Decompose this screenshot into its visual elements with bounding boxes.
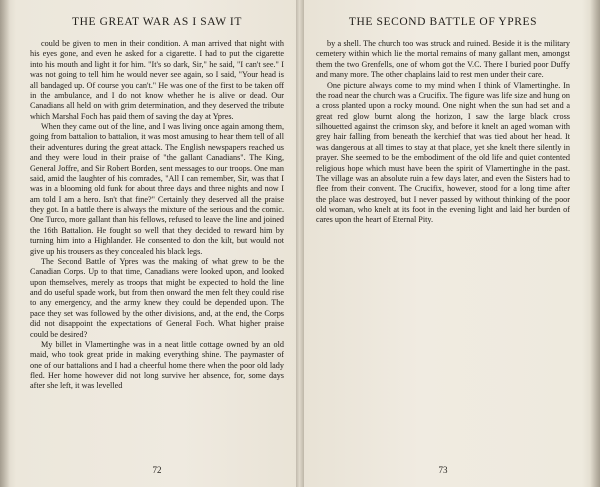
left-page-number: 72: [152, 465, 162, 475]
paragraph: My billet in Vlamertinghe was in a neat little cottage owned by an old maid, who took great pride in making everything shine. The paymaster of one of our battalions and I had a cheerful home there when the poor old lady fled. Her home however did not long survive her absence, for, some days after she left, it was levelled: [30, 339, 284, 391]
paragraph: When they came out of the line, and I was living once again among them, going from battalion to battalion, it was most amusing to hear them tell of all their adventures during the great attack. The English newspapers reached us and they were loud in their praise of "the gallant Canadians". The King, General Joffre, and Sir Robert Borden, sent messages to our troops. One man said, amid the laughter of his comrades, "All I can remember, Sir, was that I was in a blooming old funk for about three days and three nights and now I am told I am a hero. Isn't that fine?" Certainly they deserved all the praise they got. In a battle there is always the mixture of the serious and the comic. One Turco, more gallant than his fellows, refused to leave the line and joined the 16th Battalion. He fought so well that they decided to reward him by turning him into a Highlander. He consented to don the kilt, but would not give up his trousers as they concealed his black legs.: [30, 122, 284, 256]
right-running-head: THE SECOND BATTLE OF YPRES: [348, 16, 538, 28]
left-page-edge-shadow: [0, 0, 10, 487]
paragraph: by a shell. The church too was struck and ruined. Beside it is the military cemetery within which lie the mortal remains of many gallant men, amongst them the two Grenfells, one of whom got the V.C. There I buried poor Duffy and many more. The other chaplains laid to rest men under their care.: [316, 39, 570, 80]
paragraph: The Second Battle of Ypres was the making of what grew to be the Canadian Corps. Up to that time, Canadians were looked upon, and looked upon themselves, merely as troops that might be expected to hold the line and do useful spade work, but from then onward the men felt they could rise to any emergency, and the army knew they could be depended upon. The pace they set was followed by the other divisions, and, at the end, the Corps did not disappoint the expectations of General Foch. What higher praise could be desired?: [30, 256, 284, 339]
right-page-edge-shadow: [590, 0, 600, 487]
left-running-head: THE GREAT WAR AS I SAW IT: [72, 16, 242, 28]
paragraph: could be given to men in their condition. A man arrived that night with his eyes gone, and even he asked for a cigarette. I had to put the cigarette into his mouth and light it for him. "It's so dark, Sir," he said, "I can't see." I was not going to tell him he would never see again, so I said, "Your head is all bandaged up. Of course you can't." He was one of the first to be taken off in the ambulance, and I do not know whether he is alive or dead. Our Canadians all held on with grim determination, and they deserved the tribute which Marshal Foch has paid them of saving the day at Ypres.: [30, 39, 284, 121]
right-page-body: [316, 39, 570, 226]
right-page-number: 73: [438, 465, 448, 475]
left-page-body: [30, 39, 284, 392]
right-page: [300, 0, 600, 487]
paragraph: One picture always come to my mind when I think of Vlamertinghe. In the road near the church was a Crucifix. The figure was life size and hung on a cross planted upon a rocky mound. One night when the sun had set and a great red glow burnt along the horizon, I saw the large black cross silhouetted against the crimson sky, and before it knelt an aged woman with grey hair falling from beneath the kerchief that was tied about her head. It was dangerous at all times to stay at that place, yet she knelt there silently in prayer. She seemed to be the embodiment of the old life and quiet contented religious hope which must have been the spirit of Vlamertinghe in the past. The village was an absolute ruin a few days later, and even the Sisters had to flee from their convent. The Crucifix, however, stood for a long time after the place was destroyed, but I never passed by without thinking of the poor old woman, who knelt at its foot in the evening light and laid her burden of cares upon the heart of Eternal Pity.: [316, 80, 570, 225]
